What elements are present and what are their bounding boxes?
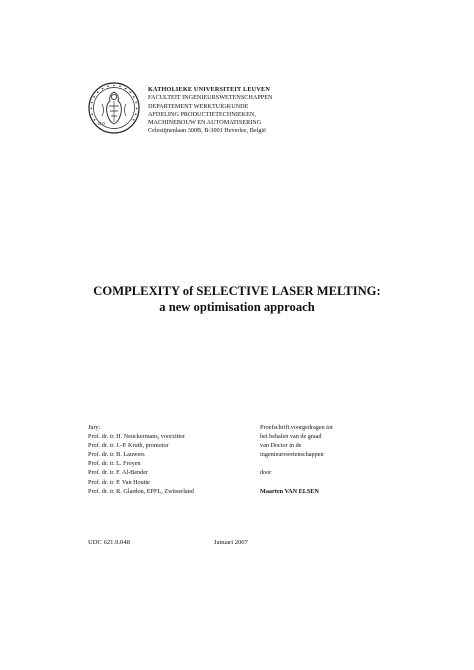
- jury-member: Prof. dr. ir. R. Glardon, EPFL, Zwitserland: [88, 487, 194, 495]
- title-line-1: COMPLEXITY of SELECTIVE LASER MELTING:: [93, 284, 381, 298]
- division-line-2: MACHINEBOUW EN AUTOMATISERING: [148, 119, 262, 127]
- jury-member: Prof. dr. ir. F. Al-Bender: [88, 469, 148, 477]
- jury-member: Prof. dr. ir. B. Lauwers: [88, 451, 145, 459]
- thesis-line: het behalen van de graad: [260, 433, 322, 441]
- jury-member: Prof. dr. ir. P. Van Houtte: [88, 478, 150, 486]
- jury-block: [88, 423, 194, 496]
- thesis-title: [0, 283, 474, 315]
- thesis-statement-block: [260, 423, 333, 496]
- faculty-line: FACULTEIT INGENIEURSWETENSCHAPPEN: [148, 94, 273, 102]
- seal-year: 1425: [97, 121, 106, 126]
- jury-heading: Jury:: [88, 424, 101, 431]
- thesis-line: ingenieurswetenschappen: [260, 451, 324, 459]
- title-line-2: a new optimisation approach: [159, 300, 315, 314]
- thesis-by: door: [260, 469, 272, 477]
- division-line: AFDELING PRODUCTIETECHNIEKEN,: [148, 110, 256, 118]
- institution-block: [148, 86, 273, 136]
- jury-member: Prof. dr. ir. H. Neuckermans, voorzitter: [88, 433, 185, 441]
- thesis-line: Proefschrift voorgedragen tot: [260, 424, 333, 431]
- department-line: DEPARTEMENT WERKTUIGKUNDE: [148, 102, 249, 110]
- university-seal-icon: [88, 82, 140, 134]
- jury-member: Prof. dr. ir. J.-P. Kruth, promotor: [88, 442, 169, 450]
- university-name: KATHOLIEKE UNIVERSITEIT LEUVEN: [148, 86, 270, 93]
- address-line: Celestijnenlaan 300B, B-3001 Heverlee, België: [148, 127, 266, 135]
- publication-date: Januari 2007: [214, 539, 248, 546]
- thesis-line: van Doctor in de: [260, 442, 302, 450]
- jury-member: Prof. dr. ir. L. Froyen: [88, 460, 141, 468]
- udc-code: UDC 621.9.048: [88, 539, 130, 546]
- author-name: Maarten VAN ELSEN: [260, 487, 319, 495]
